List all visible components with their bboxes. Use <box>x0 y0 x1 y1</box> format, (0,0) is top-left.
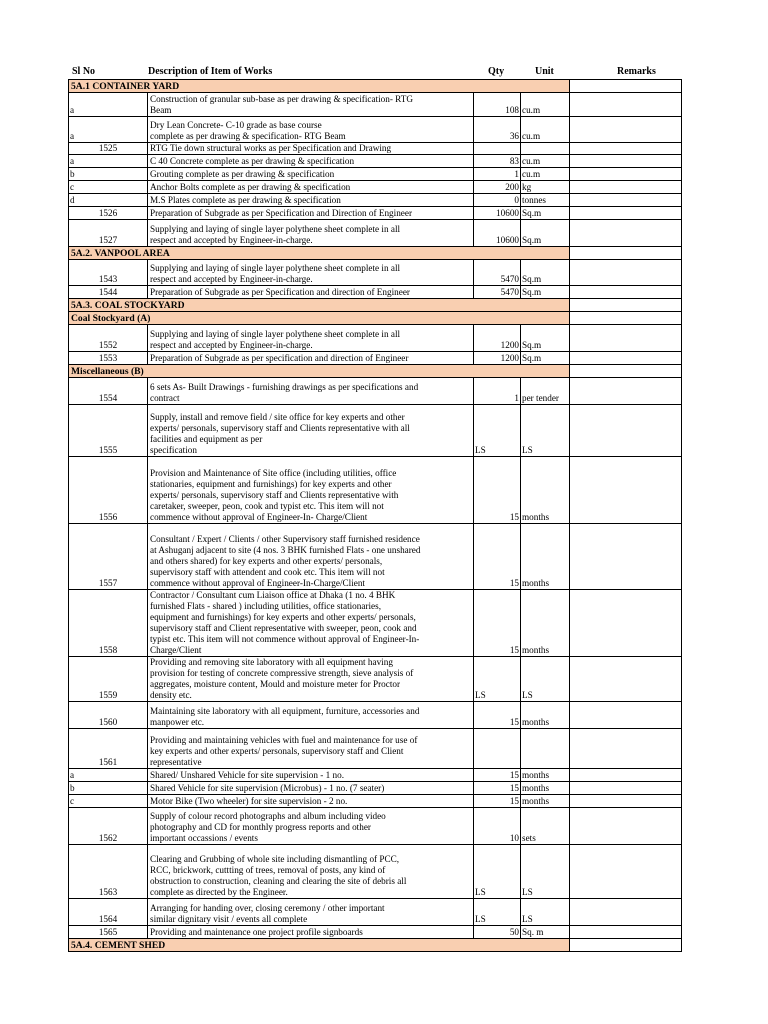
table-row <box>69 325 682 352</box>
header-remarks: Remarks <box>617 66 656 77</box>
qty-cell: 200 <box>474 181 521 194</box>
description-line: supervisory staff with attendent and cook etc. This item will not <box>150 567 385 577</box>
section-title: 5A.3. COAL STOCKYARD <box>69 299 570 312</box>
qty-cell: LS <box>474 657 521 702</box>
description-cell <box>148 457 474 524</box>
header-qty: Qty <box>488 66 505 77</box>
sl-no-cell: 1543 <box>69 260 148 286</box>
unit-cell: Sq.m <box>521 207 570 220</box>
remarks-cell <box>570 899 682 926</box>
sl-no-cell: a <box>69 117 148 143</box>
qty-cell: 83 <box>474 155 521 168</box>
description-line: Providing and maintaining vehicles with fuel and maintenance for use of <box>150 735 418 745</box>
description-line: equipment and furnishings) for key experts and other experts/ personals, <box>150 612 416 622</box>
description-line: M.S Plates complete as per drawing & specification <box>150 195 341 205</box>
description-cell <box>148 117 474 143</box>
table-row <box>69 590 682 657</box>
sl-no-cell: c <box>69 795 148 808</box>
description-cell <box>148 899 474 926</box>
description-line: experts/ personals, supervisory staff and Clients representative with <box>150 490 399 500</box>
description-cell <box>148 260 474 286</box>
qty-cell: 0 <box>474 194 521 207</box>
remarks-cell <box>570 220 682 247</box>
qty-cell: 15 <box>474 769 521 782</box>
description-cell <box>148 405 474 457</box>
description-cell <box>148 729 474 769</box>
remarks-cell <box>570 286 682 299</box>
table-row <box>69 405 682 457</box>
unit-cell: Sq.m <box>521 260 570 286</box>
description-cell <box>148 93 474 117</box>
unit-cell: Sq.m <box>521 286 570 299</box>
description-cell <box>148 143 474 155</box>
unit-cell: months <box>521 702 570 729</box>
description-line: respect and accepted by Engineer-in-charge. <box>150 235 313 245</box>
description-cell <box>148 524 474 590</box>
sl-no-cell: b <box>69 782 148 795</box>
description-line: Provision and Maintenance of Site office (including utilities, office <box>150 468 397 478</box>
description-line: C 40 Concrete complete as per drawing & specification <box>150 156 355 166</box>
description-line: Providing and removing site laboratory with all equipment having <box>150 657 393 667</box>
qty-cell: 108 <box>474 93 521 117</box>
header-description: Description of Item of Works <box>148 66 273 77</box>
remarks-cell <box>570 207 682 220</box>
sl-no-cell: a <box>69 769 148 782</box>
qty-cell: 1200 <box>474 325 521 352</box>
unit-cell: Sq.m <box>521 352 570 365</box>
description-cell <box>148 795 474 808</box>
sl-no-cell: 1557 <box>69 524 148 590</box>
remarks-cell <box>570 457 682 524</box>
description-line: respect and accepted by Engineer-in-charge. <box>150 340 313 350</box>
description-line: 6 sets As- Built Drawings - furnishing drawings as per specifications and <box>150 382 419 392</box>
sl-no-cell: b <box>69 168 148 181</box>
section-remarks-cell <box>570 299 682 312</box>
qty-cell: 1 <box>474 168 521 181</box>
sl-no-cell: 1526 <box>69 207 148 220</box>
description-line: caretaker, sweeper, peon, cook and typist etc. This item will not <box>150 501 384 511</box>
table-row <box>69 181 682 194</box>
table-row <box>69 352 682 365</box>
unit-cell: cu.m <box>521 168 570 181</box>
unit-cell: tonnes <box>521 194 570 207</box>
unit-cell: cu.m <box>521 155 570 168</box>
qty-cell: 15 <box>474 524 521 590</box>
qty-cell <box>474 143 521 155</box>
description-line: complete as directed by the Engineer. <box>150 887 288 897</box>
sl-no-cell: a <box>69 93 148 117</box>
qty-cell: 15 <box>474 457 521 524</box>
description-cell <box>148 352 474 365</box>
remarks-cell <box>570 117 682 143</box>
qty-cell <box>474 729 521 769</box>
remarks-cell <box>570 926 682 939</box>
description-line: Beam <box>150 105 172 115</box>
description-line: experts/ personals, supervisory staff and Clients representative with all <box>150 423 410 433</box>
remarks-cell <box>570 155 682 168</box>
remarks-cell <box>570 795 682 808</box>
unit-cell: months <box>521 590 570 657</box>
table-row <box>69 155 682 168</box>
remarks-cell <box>570 168 682 181</box>
table-row <box>69 194 682 207</box>
qty-cell: 10600 <box>474 207 521 220</box>
section-title: 5A.2. VANPOOL AREA <box>69 247 570 260</box>
description-line: Clearing and Grubbing of whole site including dismantling of PCC, <box>150 854 400 864</box>
sl-no-cell: 1564 <box>69 899 148 926</box>
unit-cell: Sq.m <box>521 220 570 247</box>
table-row <box>69 207 682 220</box>
sl-no-cell: d <box>69 194 148 207</box>
description-line: aggregates, moisture content, Mould and moisture meter for Proctor <box>150 679 401 689</box>
unit-cell: months <box>521 769 570 782</box>
section-header-row <box>69 939 682 952</box>
column-header-row <box>68 64 681 79</box>
description-line: Arranging for handing over, closing ceremony / other important <box>150 903 385 913</box>
table-row <box>69 845 682 899</box>
description-cell <box>148 702 474 729</box>
section-title: Coal Stockyard (A) <box>69 312 570 325</box>
description-cell <box>148 769 474 782</box>
unit-cell: months <box>521 524 570 590</box>
description-cell <box>148 194 474 207</box>
section-header-row <box>69 247 682 260</box>
table-row <box>69 702 682 729</box>
qty-cell: LS <box>474 899 521 926</box>
table-row <box>69 117 682 143</box>
description-line: density etc. <box>150 690 192 700</box>
unit-cell: per tender <box>521 378 570 405</box>
table-row <box>69 457 682 524</box>
sl-no-cell: 1544 <box>69 286 148 299</box>
remarks-cell <box>570 808 682 845</box>
table-row <box>69 782 682 795</box>
section-title: 5A.1 CONTAINER YARD <box>69 80 570 93</box>
qty-cell: 15 <box>474 590 521 657</box>
remarks-cell <box>570 729 682 769</box>
description-line: important occassions / events <box>150 833 258 843</box>
description-line: facilities and equipment as per <box>150 434 263 444</box>
sl-no-cell: 1555 <box>69 405 148 457</box>
qty-cell: LS <box>474 405 521 457</box>
unit-cell: sets <box>521 808 570 845</box>
remarks-cell <box>570 769 682 782</box>
description-line: representative <box>150 757 202 767</box>
description-line: Contractor / Consultant cum Liaison office at Dhaka (1 no. 4 BHK <box>150 590 396 600</box>
qty-cell: 1 <box>474 378 521 405</box>
table-body <box>69 80 682 952</box>
remarks-cell <box>570 325 682 352</box>
description-cell <box>148 286 474 299</box>
description-line: Supply, install and remove field / site office for key experts and other <box>150 412 405 422</box>
description-cell <box>148 782 474 795</box>
section-title: Miscellaneous (B) <box>69 365 570 378</box>
table-row <box>69 93 682 117</box>
qty-cell: 5470 <box>474 286 521 299</box>
qty-cell: 15 <box>474 782 521 795</box>
qty-cell: 10600 <box>474 220 521 247</box>
table-row <box>69 769 682 782</box>
description-line: RTG Tie down structural works as per Specification and Drawing <box>150 143 392 153</box>
section-remarks-cell <box>570 80 682 93</box>
section-remarks-cell <box>570 312 682 325</box>
section-remarks-cell <box>570 247 682 260</box>
remarks-cell <box>570 93 682 117</box>
description-cell <box>148 220 474 247</box>
description-line: Charge/Client <box>150 645 202 655</box>
description-line: Preparation of Subgrade as per Specification and Direction of Engineer <box>150 208 413 218</box>
table-row <box>69 899 682 926</box>
sl-no-cell: 1565 <box>69 926 148 939</box>
remarks-cell <box>570 702 682 729</box>
description-line: RCC, brickwork, cuttting of trees, removal of posts, any kind of <box>150 865 386 875</box>
sl-no-cell: 1558 <box>69 590 148 657</box>
remarks-cell <box>570 524 682 590</box>
table-row <box>69 286 682 299</box>
sl-no-cell: c <box>69 181 148 194</box>
remarks-cell <box>570 352 682 365</box>
sl-no-cell: 1525 <box>69 143 148 155</box>
description-cell <box>148 590 474 657</box>
remarks-cell <box>570 194 682 207</box>
sl-no-cell: 1562 <box>69 808 148 845</box>
table-row <box>69 657 682 702</box>
section-remarks-cell <box>570 939 682 952</box>
unit-cell: months <box>521 795 570 808</box>
section-title: 5A.4. CEMENT SHED <box>69 939 570 952</box>
description-line: Supplying and laying of single layer polythene sheet complete in all <box>150 224 401 234</box>
remarks-cell <box>570 590 682 657</box>
description-line: Anchor Bolts complete as per drawing & specification <box>150 182 351 192</box>
description-line: Dry Lean Concrete- C-10 grade as base course <box>150 120 322 130</box>
section-header-row <box>69 312 682 325</box>
description-line: photography and CD for monthly progress reports and other <box>150 822 371 832</box>
unit-cell: cu.m <box>521 117 570 143</box>
description-line: Construction of granular sub-base as per drawing & specification- RTG <box>150 94 414 104</box>
description-cell <box>148 207 474 220</box>
description-cell <box>148 168 474 181</box>
description-line: and others shared) for key experts and other experts/ personals, <box>150 556 383 566</box>
unit-cell: months <box>521 782 570 795</box>
description-line: complete as per drawing & specification- RTG Beam <box>150 131 346 141</box>
table-row <box>69 378 682 405</box>
sl-no-cell: 1559 <box>69 657 148 702</box>
description-line: Providing and maintenance one project profile signboards <box>150 927 363 937</box>
sl-no-cell: 1563 <box>69 845 148 899</box>
table-row <box>69 795 682 808</box>
unit-cell <box>521 729 570 769</box>
bill-of-quantities-table <box>68 79 682 952</box>
unit-cell: kg <box>521 181 570 194</box>
description-line: at Ashuganj adjacent to site (4 nos. 3 BHK furnished Flats - one unshared <box>150 545 421 555</box>
table-row <box>69 808 682 845</box>
sl-no-cell: 1556 <box>69 457 148 524</box>
qty-cell: 10 <box>474 808 521 845</box>
description-line: Shared Vehicle for site supervision (Microbus) - 1 no. (7 seater) <box>150 783 385 793</box>
description-line: Grouting complete as per drawing & specification <box>150 169 335 179</box>
unit-cell: LS <box>521 845 570 899</box>
unit-cell: LS <box>521 657 570 702</box>
section-remarks-cell <box>570 365 682 378</box>
remarks-cell <box>570 405 682 457</box>
description-line: Consultant / Expert / Clients / other Supervisory staff furnished residence <box>150 534 420 544</box>
remarks-cell <box>570 845 682 899</box>
unit-cell: Sq.m <box>521 325 570 352</box>
description-line: manpower etc. <box>150 717 205 727</box>
description-cell <box>148 325 474 352</box>
unit-cell: LS <box>521 405 570 457</box>
qty-cell: LS <box>474 845 521 899</box>
remarks-cell <box>570 657 682 702</box>
qty-cell: 5470 <box>474 260 521 286</box>
sl-no-cell: 1552 <box>69 325 148 352</box>
unit-cell <box>521 143 570 155</box>
description-cell <box>148 845 474 899</box>
description-line: Supplying and laying of single layer polythene sheet complete in all <box>150 329 401 339</box>
description-cell <box>148 155 474 168</box>
description-line: obstruction to construction, cleaning and clearing the site of debris all <box>150 876 407 886</box>
description-line: key experts and other experts/ personals, supervisory staff and Client <box>150 746 404 756</box>
qty-cell: 15 <box>474 702 521 729</box>
sl-no-cell: 1554 <box>69 378 148 405</box>
description-line: Preparation of Subgrade as per specification and direction of Engineer <box>150 353 409 363</box>
description-line: furnished Flats - shared ) including utilities, office stationaries, <box>150 601 381 611</box>
boq-page <box>68 64 681 952</box>
table-row <box>69 926 682 939</box>
description-cell <box>148 378 474 405</box>
description-line: typist etc. This item will not commence without approval of Engineer-In- <box>150 634 420 644</box>
sl-no-cell: 1527 <box>69 220 148 247</box>
qty-cell: 1200 <box>474 352 521 365</box>
header-sl-no: Sl No <box>72 66 96 77</box>
unit-cell: LS <box>521 899 570 926</box>
description-line: Shared/ Unshared Vehicle for site supervision - 1 no. <box>150 770 344 780</box>
header-unit: Unit <box>535 66 554 77</box>
table-row <box>69 524 682 590</box>
sl-no-cell: 1561 <box>69 729 148 769</box>
description-line: supervisory staff and Client representative with sweeper, peon, cook and <box>150 623 417 633</box>
table-row <box>69 168 682 181</box>
description-cell <box>148 808 474 845</box>
table-row <box>69 220 682 247</box>
remarks-cell <box>570 181 682 194</box>
description-line: specification <box>150 445 197 455</box>
description-line: commence without approval of Engineer-In- Charge/Client <box>150 512 368 522</box>
table-row <box>69 143 682 155</box>
description-line: similar dignitary visit / events all complete <box>150 914 308 924</box>
description-line: contract <box>150 393 180 403</box>
description-line: Supply of colour record photographs and album including video <box>150 811 386 821</box>
remarks-cell <box>570 378 682 405</box>
sl-no-cell: 1560 <box>69 702 148 729</box>
description-line: stationaries, equipment and furnishings) for key experts and other <box>150 479 392 489</box>
table-row <box>69 729 682 769</box>
description-cell <box>148 657 474 702</box>
description-line: provision for testing of concrete compressive strength, sieve analysis of <box>150 668 414 678</box>
sl-no-cell: 1553 <box>69 352 148 365</box>
sl-no-cell: a <box>69 155 148 168</box>
table-row <box>69 260 682 286</box>
unit-cell: months <box>521 457 570 524</box>
description-line: Motor Bike (Two wheeler) for site supervision - 2 no. <box>150 796 348 806</box>
unit-cell: cu.m <box>521 93 570 117</box>
description-line: Preparation of Subgrade as per Specification and direction of Engineer <box>150 287 410 297</box>
description-line: Maintaining site laboratory with all equipment, furniture, accessories and <box>150 706 420 716</box>
remarks-cell <box>570 143 682 155</box>
description-line: commence without approval of Engineer-In-Charge/Client <box>150 578 365 588</box>
remarks-cell <box>570 782 682 795</box>
description-cell <box>148 926 474 939</box>
qty-cell: 15 <box>474 795 521 808</box>
section-header-row <box>69 299 682 312</box>
description-line: respect and accepted by Engineer-in-charge. <box>150 274 313 284</box>
section-header-row <box>69 365 682 378</box>
description-line: Supplying and laying of single layer polythene sheet complete in all <box>150 263 401 273</box>
qty-cell: 50 <box>474 926 521 939</box>
qty-cell: 36 <box>474 117 521 143</box>
description-cell <box>148 181 474 194</box>
section-header-row <box>69 80 682 93</box>
remarks-cell <box>570 260 682 286</box>
unit-cell: Sq. m <box>521 926 570 939</box>
